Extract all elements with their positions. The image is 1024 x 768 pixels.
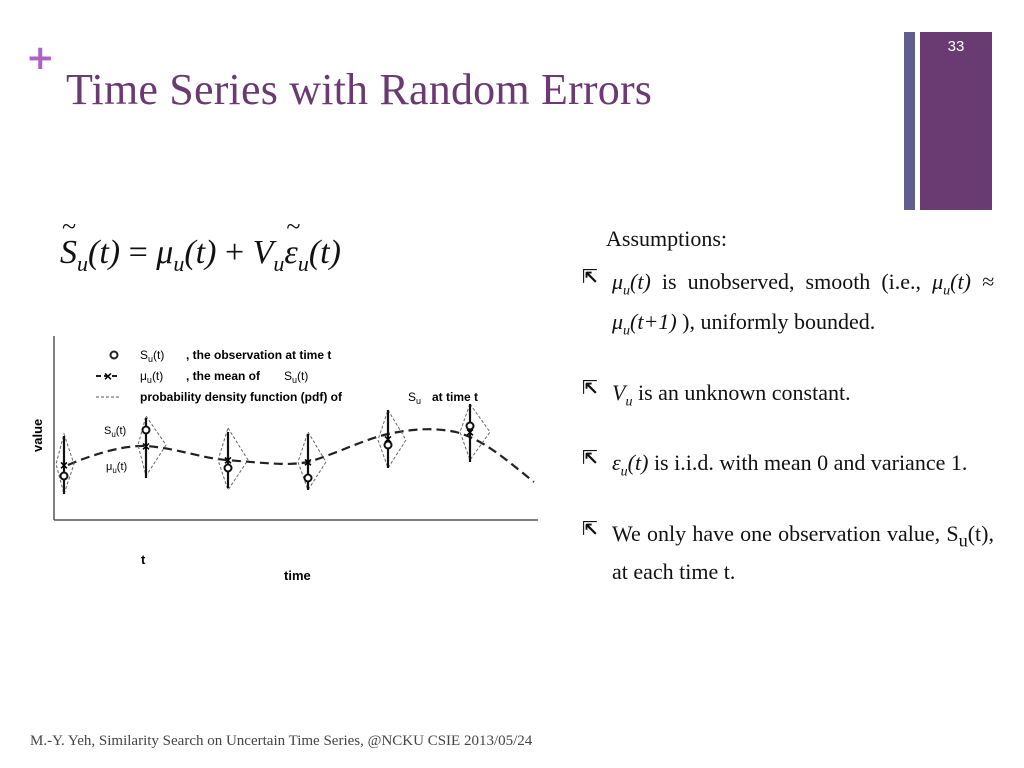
observation-point: [305, 475, 312, 482]
legend-pdf-text: probability density function (pdf) of: [140, 390, 342, 404]
formula-s-arg: (t): [88, 234, 121, 271]
observation-point: [61, 473, 68, 480]
label-observation: $S_u(t)$: [104, 425, 127, 439]
assumption-text-tail: (t), at each time t.: [612, 520, 994, 584]
formula-eps-arg: (t): [308, 234, 341, 271]
assumption-text: is i.i.d. with mean 0 and variance 1.: [648, 450, 968, 476]
formula-mu: μ: [156, 234, 174, 271]
assumption-constant: [582, 377, 994, 417]
assumption-text: We only have one observation value, S: [612, 520, 959, 546]
time-series-diagram: [26, 328, 546, 590]
formula-eps: ~ ε: [284, 234, 297, 272]
legend-mean-marker: ×: [103, 368, 113, 384]
observation-sub: u: [958, 529, 968, 550]
legend-mean-tail-symbol: $S_u(t)$: [284, 369, 309, 385]
x-axis-label: time: [284, 568, 311, 583]
legend-pdf-tail: at time t: [432, 390, 479, 404]
formula-eps-sub: u: [297, 250, 309, 276]
v-symbol: $V_u$: [612, 379, 633, 410]
mean-marker: ×: [223, 452, 233, 468]
assumptions-list: [582, 266, 994, 617]
legend-mean-text: , the mean of: [186, 369, 261, 383]
assumption-iid: [582, 447, 994, 487]
accent-bar-thin: [904, 32, 915, 210]
page-number: 33: [947, 38, 965, 55]
formula-mu-sub: u: [173, 250, 185, 276]
mean-marker: ×: [141, 438, 151, 454]
formula-mu-arg: (t): [184, 234, 217, 271]
approx-expression: $\mu_u(t) \approx \mu_u(t+1)$: [612, 269, 994, 339]
epsilon-symbol: $\varepsilon_u(t)$: [612, 450, 649, 480]
legend-mean-symbol: $\mu_u(t)$: [140, 369, 164, 385]
pdf-shape: [460, 404, 490, 460]
formula-eq: =: [120, 234, 157, 271]
mean-curve: [68, 429, 534, 482]
slide-title: Time Series with Random Errors: [66, 65, 653, 114]
plus-icon: +: [26, 38, 55, 78]
observation-point: [143, 427, 150, 434]
mean-marker: ×: [465, 424, 475, 440]
assumption-text: is an unknown constant.: [632, 379, 851, 405]
arrow-bullet-icon: ⇱: [582, 376, 598, 399]
legend-observation-text: , the observation at time t: [186, 348, 332, 362]
arrow-bullet-icon: ⇱: [582, 266, 598, 288]
formula-plus: +: [216, 234, 253, 271]
formula-s-sub: u: [77, 250, 88, 276]
mu-symbol: $\mu_u(t)$: [612, 269, 651, 299]
assumption-text: is unobserved, smooth (i.e.,: [661, 269, 933, 294]
legend-pdf-symbol: $S_u$: [408, 390, 422, 406]
assumption-single-observation: [582, 518, 994, 587]
model-formula: [60, 234, 341, 277]
accent-bar: [920, 32, 992, 210]
t-label: t: [141, 552, 146, 567]
formula-v-sub: u: [273, 250, 285, 276]
arrow-bullet-icon: ⇱: [582, 517, 598, 540]
formula-s-tilde: ~ S: [60, 234, 77, 272]
assumption-tail: ), uniformly bounded.: [682, 309, 876, 335]
assumption-smooth-mean: [582, 266, 994, 347]
y-axis-label: value: [30, 418, 45, 452]
assumptions-heading: Assumptions:: [606, 226, 728, 251]
label-mean: $\mu_u(t)$: [106, 461, 128, 475]
mean-marker: ×: [303, 454, 313, 470]
formula-v: V: [252, 234, 274, 271]
legend-observation-marker: [111, 352, 118, 359]
legend-observation-symbol: $S_u(t)$: [140, 348, 165, 364]
mean-marker: ×: [383, 431, 393, 447]
mean-marker: ×: [59, 457, 69, 473]
arrow-bullet-icon: ⇱: [582, 447, 598, 470]
footer-citation: M.-Y. Yeh, Similarity Search on Uncertain Time Series, @NCKU CSIE 2013/05/24: [30, 733, 533, 749]
